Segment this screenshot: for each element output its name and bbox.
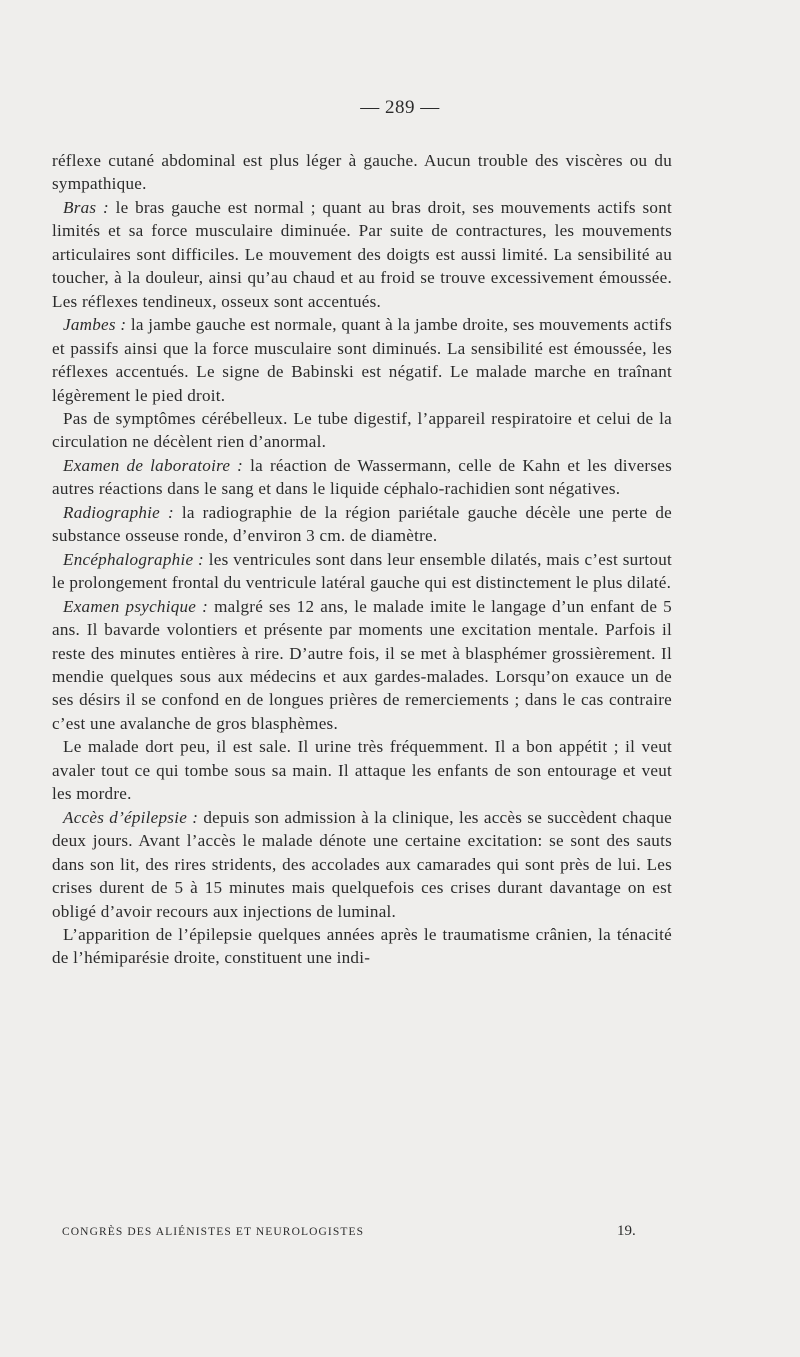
paragraph-lead: Examen de laboratoire :	[63, 455, 244, 475]
page-number: — 289 —	[360, 97, 440, 118]
paragraph-jambes	[52, 313, 672, 407]
paragraph-text: la réaction de Wassermann, celle de Kahn et les diverses autres réactions dans le sang et dans le liquide céphalo-rachidien sont négatives.	[52, 455, 672, 499]
paragraph-text: le bras gauche est normal ; quant au bras droit, ses mouvements actifs sont limités et sa force musculaire diminuée. Par suite de contractures, les mouvements articulaires sont difficiles. Le mouvement des doigts est aussi limité. La sensibilité au toucher, à la douleur, ainsi qu’au chaud et au froid se trouve excessivement émoussée. Les réflexes tendineux, osseux sont accentués.	[52, 197, 672, 311]
paragraph-laboratoire	[52, 454, 672, 501]
paragraph-text: réflexe cutané abdominal est plus léger à gauche. Aucun trouble des viscères ou du sympathique.	[52, 151, 672, 194]
paragraph-text: malgré ses 12 ans, le malade imite le langage d’un enfant de 5 ans. Il bavarde volontiers et présente par moments une excitation mentale. Parfois il reste des minutes entières à rire. D’autre fois, il se met à blasphémer grossièrement. Il mendie quelques sous aux médecins et aux gardes-malades. Lorsqu’on exauce un de ses désirs il se confond en de longues prières de remerciements ; dans le cas contraire c’est une avalanche de gros blasphèmes.	[52, 596, 672, 733]
paragraph-conclusion	[52, 923, 672, 970]
paragraph-bras	[52, 196, 672, 313]
paragraph-text: Pas de symptômes cérébelleux. Le tube digestif, l’appareil respiratoire et celui de la circulation ne décèlent rien d’anormal.	[52, 408, 672, 452]
paragraph-epilepsie	[52, 806, 672, 923]
paragraph-text: la radiographie de la région pariétale gauche décèle une perte de substance osseuse ronde, d’environ 3 cm. de diamètre.	[52, 502, 672, 546]
paragraph-lead: Radiographie :	[63, 502, 174, 522]
paragraph-encephalographie	[52, 548, 672, 595]
paragraph-text: L’apparition de l’épilepsie quelques années après le traumatisme crânien, la ténacité de l’hémiparésie droite, constituent une indi-	[52, 924, 672, 968]
paragraph-examen-psychique	[52, 595, 672, 736]
paragraph-comportement	[52, 735, 672, 805]
paragraph-cerebelleux	[52, 407, 672, 454]
paragraph-1	[52, 149, 672, 196]
footer-signature-mark: 19.	[617, 1223, 636, 1239]
paragraph-text: depuis son admission à la clinique, les accès se succèdent chaque deux jours. Avant l’accès le malade dénote une certaine excitation: se sont des sauts dans son lit, des rires stridents, des accolades aux camarades qui sont près de lui. Les crises durent de 5 à 15 minutes mais quelquefois ces crises durant davantage on est obligé d’avoir recours aux injections de luminal.	[52, 807, 672, 921]
paragraph-text: la jambe gauche est normale, quant à la jambe droite, ses mouvements actifs et passifs ainsi que la force musculaire sont diminués. La sensibilité est émoussée, les réflexes accentués. Le signe de Babinski est négatif. Le malade marche en traînant légèrement le pied droit.	[52, 315, 672, 405]
paragraph-lead: Bras :	[63, 197, 109, 217]
paragraph-lead: Examen psychique :	[63, 596, 209, 616]
paragraph-text: les ventricules sont dans leur ensemble dilatés, mais c’est surtout le prolongement frontal du ventricule latéral gauche qui est distinctement le plus dilaté.	[52, 549, 672, 593]
paragraph-lead: Jambes :	[63, 315, 127, 335]
footer-running-title: CONGRÈS DES ALIÉNISTES ET NEUROLOGISTES	[62, 1226, 365, 1238]
paragraph-text: Le malade dort peu, il est sale. Il urine très fréquemment. Il a bon appétit ; il veut avaler tout ce qui tombe sous sa main. Il attaque les enfants de son entourage et veut les mordre.	[52, 737, 672, 804]
paragraph-lead: Accès d’épilepsie :	[63, 807, 199, 827]
paragraph-lead: Encéphalographie :	[63, 549, 204, 569]
body-text	[52, 149, 672, 970]
paragraph-radiographie	[52, 501, 672, 548]
